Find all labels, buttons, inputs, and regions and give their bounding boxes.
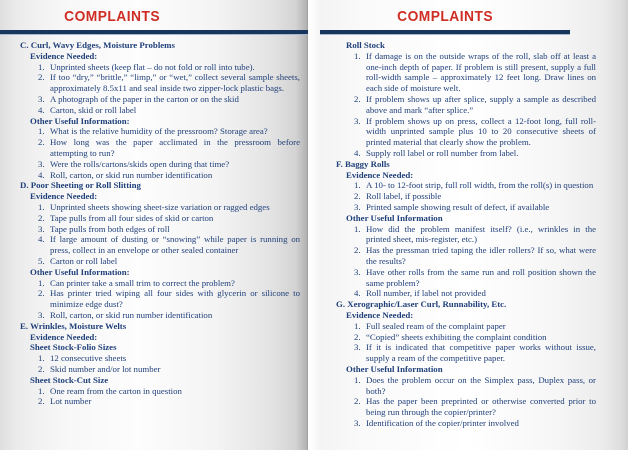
item-number: 2. (38, 137, 45, 148)
list-item (38, 94, 300, 105)
item-number: 2. (354, 191, 361, 202)
item-text: Were the rolls/cartons/skids open during that time? (50, 158, 230, 169)
item-number: 3. (354, 266, 361, 277)
list-item (354, 180, 596, 191)
sub-heading: Other Useful Information: (30, 266, 130, 277)
item-number: 1. (354, 320, 361, 331)
item-number: 5. (38, 255, 45, 266)
page-header (308, 0, 628, 35)
item-text: “Copied” sheets exhibiting the complaint condition (366, 331, 547, 342)
item-number: 3. (38, 309, 45, 320)
sub-heading: Evidence Needed: (346, 169, 414, 180)
list-item (38, 396, 300, 407)
item-text: Carton or roll label (50, 255, 118, 266)
item-text: Tape pulls from both edges of roll (50, 223, 170, 234)
item-text: If problem shows up after splice, supply a sample as described above and mark “after splice.” (366, 93, 596, 115)
item-text: One ream from the carton in question (50, 385, 182, 396)
list-item (38, 386, 300, 397)
item-number: 2. (38, 363, 45, 374)
list-item (38, 278, 300, 289)
sub-heading: Sheet Stock-Folio Sizes (30, 342, 117, 353)
item-text: How long was the paper acclimated in the pressroom before attempting to run? (50, 137, 300, 158)
item-text: How did the problem manifest itself? (i.e., wrinkles in the printed sheet, mis-register, etc.) (366, 223, 596, 245)
list-item (354, 245, 596, 267)
list-item (38, 288, 300, 310)
item-number: 1. (38, 353, 45, 364)
list-item (354, 202, 596, 213)
item-number: 1. (354, 50, 361, 61)
page-title: COMPLAINTS (397, 8, 493, 25)
item-text: Carton, skid or roll label (50, 104, 137, 115)
list-item (38, 159, 300, 170)
item-text: Roll label, if possible (366, 191, 442, 202)
item-number: 1. (354, 180, 361, 191)
item-text: Roll number, if label not provided (366, 288, 486, 299)
item-number: 2. (38, 396, 45, 407)
list-item (354, 148, 596, 159)
title-wrap (320, 8, 570, 26)
item-number: 3. (38, 223, 45, 234)
sub-heading: Evidence Needed: (346, 309, 414, 320)
page-content (0, 35, 308, 407)
item-number: 1. (38, 385, 45, 396)
list-item (38, 202, 300, 213)
list-item (354, 288, 596, 299)
item-number: 1. (38, 277, 45, 288)
page-left (0, 0, 308, 450)
item-number: 4. (354, 288, 361, 299)
list-item (38, 234, 300, 256)
item-text: If problem shows up on press, collect a 12-foot long, full roll-width unprinted sample plus 10 to 20 consecutive sheets of printed material that clearly show the problem. (366, 115, 596, 148)
item-text: Full sealed ream of the complaint paper (366, 320, 506, 331)
item-number: 3. (354, 342, 361, 353)
list-item (354, 116, 596, 148)
item-number: 2. (38, 288, 45, 299)
item-text: Has printer tried wiping all four sides with glycerin or silicone to minimize edge dust? (50, 288, 300, 310)
list-item (354, 418, 596, 429)
item-number: 2. (354, 93, 361, 104)
item-text: If too “dry,” “brittle,” “limp,” or “wet,” collect several sample sheets, approximately 8.5x11 and seal inside two zipper-lock plastic bags. (50, 72, 300, 94)
list-item (38, 105, 300, 116)
item-number: 1. (38, 126, 45, 137)
list-item (354, 267, 596, 289)
item-text: Tape pulls from all four sides of skid or carton (50, 212, 214, 223)
item-text: If it is indicated that competitive paper works without issue, supply a ream of the competitive paper. (366, 342, 596, 364)
item-text: 12 consecutive sheets (50, 353, 127, 364)
item-text: Does the problem occur on the Simplex pass, Duplex pass, or both? (366, 374, 596, 396)
title-wrap (0, 8, 224, 26)
list-item (38, 72, 300, 94)
section-heading: D. Poor Sheeting or Roll Slitting (20, 180, 141, 191)
list-item (354, 396, 596, 418)
item-number: 2. (354, 245, 361, 256)
item-number: 4. (38, 234, 45, 245)
item-number: 4. (38, 104, 45, 115)
list-item (354, 94, 596, 116)
page-content (308, 35, 628, 429)
section-heading: C. Curl, Wavy Edges, Moisture Problems (20, 40, 175, 50)
list-item (354, 321, 596, 332)
list-item (354, 342, 596, 364)
item-number: 2. (354, 331, 361, 342)
item-text: If large amount of dusting or “snowing” while paper is running on press, collect in an envelope or other sealed container (50, 234, 300, 256)
section-heading: F. Baggy Rolls (336, 158, 390, 169)
item-number: 1. (354, 223, 361, 234)
page-title: COMPLAINTS (64, 8, 160, 25)
list-item (354, 332, 596, 343)
item-text: Has the pressman tried taping the idler rollers? If so, what were the results? (366, 245, 596, 266)
sub-heading: Other Useful Information (346, 212, 443, 223)
item-number: 1. (38, 201, 45, 212)
page-header (0, 0, 308, 35)
list-item (38, 353, 300, 364)
section-heading: E. Wrinkles, Moisture Welts (20, 320, 127, 331)
list-item (38, 364, 300, 375)
sub-heading: Roll Stock (346, 40, 385, 50)
item-number: 2. (38, 212, 45, 223)
list-item (38, 137, 300, 159)
list-item (354, 224, 596, 246)
page-right (308, 0, 628, 450)
item-text: Can printer take a small trim to correct the problem? (50, 277, 235, 288)
item-number: 3. (354, 115, 361, 126)
item-text: A 10- to 12-foot strip, full roll width, from the roll(s) in question (366, 180, 594, 191)
item-text: Identification of the copier/printer involved (366, 417, 519, 428)
item-text: Roll, carton, or skid run number identification (50, 169, 213, 180)
list-item (38, 126, 300, 137)
list-item (38, 213, 300, 224)
item-text: A photograph of the paper in the carton or on the skid (50, 93, 239, 104)
list-item (38, 310, 300, 321)
item-number: 2. (38, 72, 45, 83)
section-heading: G. Xerographic/Laser Curl, Runnability, Etc. (336, 299, 507, 310)
item-number: 3. (354, 201, 361, 212)
item-text: If damage is on the outside wraps of the roll, slab off at least a one-inch depth of paper. If problem is still present, supply a full roll-width sample – approximately 12 feet long. Draw lines on each side of moisture welt. (366, 50, 596, 94)
item-number: 1. (38, 61, 45, 72)
item-number: 4. (354, 147, 361, 158)
item-text: Lot number (50, 396, 92, 407)
sub-heading: Evidence Needed: (30, 191, 98, 202)
sub-heading: Evidence Needed: (30, 331, 98, 342)
item-text: Has the paper been preprinted or otherwise converted prior to being run through the copier/printer? (366, 396, 596, 418)
item-number: 3. (354, 417, 361, 428)
list-item (38, 224, 300, 235)
item-text: Unprinted sheets (keep flat – do not fold or roll into tube). (50, 61, 255, 72)
item-number: 1. (354, 374, 361, 385)
item-number: 3. (38, 158, 45, 169)
item-number: 2. (354, 396, 361, 407)
item-text: Roll, carton, or skid run number identification (50, 309, 213, 320)
list-item (38, 62, 300, 73)
list-item (38, 256, 300, 267)
list-item (354, 375, 596, 397)
list-item (354, 51, 596, 94)
sub-heading: Other Useful Information: (30, 115, 130, 126)
list-item (38, 170, 300, 181)
item-text: Skid number and/or lot number (50, 363, 161, 374)
sub-heading: Evidence Needed: (30, 50, 98, 61)
list-item (354, 191, 596, 202)
item-number: 4. (38, 169, 45, 180)
item-text: Supply roll label or roll number from label. (366, 147, 519, 158)
sub-heading: Sheet Stock-Cut Size (30, 374, 109, 385)
sub-heading: Other Useful Information (346, 363, 443, 374)
item-text: Printed sample showing result of defect, if available (366, 201, 550, 212)
item-number: 3. (38, 93, 45, 104)
item-text: Unprinted sheets showing sheet-size variation or ragged edges (50, 201, 270, 212)
item-text: What is the relative humidity of the pressroom? Storage area? (50, 126, 268, 137)
item-text: Have other rolls from the same run and roll position shown the same problem? (366, 266, 596, 288)
